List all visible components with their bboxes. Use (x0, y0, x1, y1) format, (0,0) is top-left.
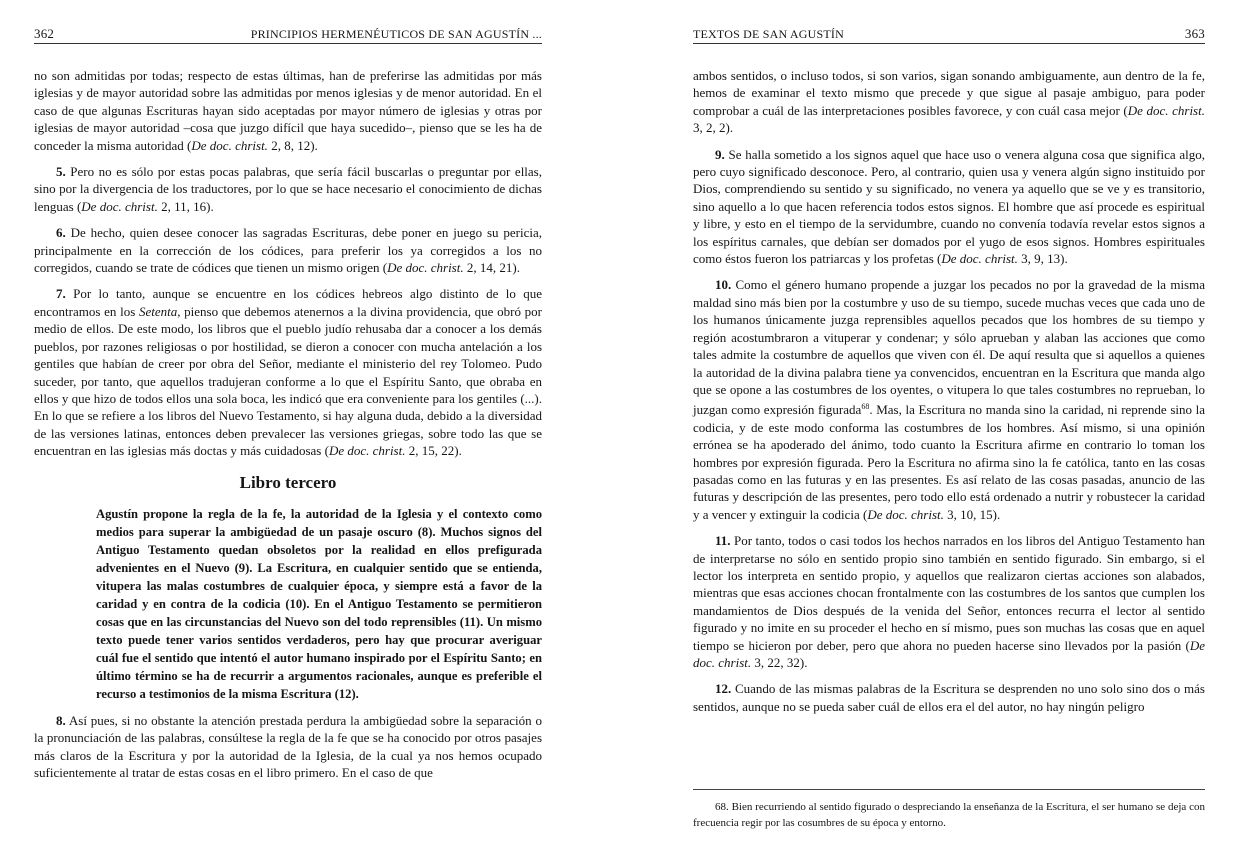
left-running-head: PRINCIPIOS HERMENÉUTICOS DE SAN AGUSTÍN ... (250, 27, 542, 41)
right-page-number: 363 (1184, 26, 1205, 41)
footnote-68: 68. Bien recurriendo al sentido figurado o despreciando la enseñanza de la Escritura, el ser humano se deja con frecuencia regir por las cosumbres de su época y entorno. (693, 801, 1205, 829)
right-running-head: TEXTOS DE SAN AGUSTÍN (693, 27, 844, 41)
paragraph-continuation-left: no son admitidas por todas; respecto de estas últimas, han de preferirse las admitidas por más iglesias y de mayor autoridad sobre las admitidas por menos iglesias y de menor autoridad. En el caso de que algunas Escrituras hayan sido aceptadas por mayor número de iglesias y otras por iglesias de mayor autoridad –cosa que juzgo difícil que haya sucedido–, pienso que se les ha de conceder la misma autoridad (De doc. christ. 2, 8, 12). (34, 68, 542, 153)
footnote (693, 789, 1205, 831)
right-page (618, 0, 1236, 859)
paragraph-11: 11. Por tanto, todos o casi todos los hechos narrados en los libros del Antiguo Testamento han de interpretarse no sólo en sentido propio sino también en sentido figurado. Sin embargo, si el lector los interpreta en sentido propio, y aquellos que realizaron ciertas acciones son alabados, mientras que esas acciones chocan frontalmente con las costumbres de los santos que cumplen los mandamientos de Dios después de la venida del Señor, entonces recurra el lector al sentido figurado y no imite en su proceder el hecho en sí mismo, pues son muchas las cosas que en aquel tiempo se hicieron por deber, pero que ahora no pueden hacerse sino llevados por la pasión (De doc. christ. 3, 22, 32). (693, 533, 1205, 670)
paragraph-12: 12. Cuando de las mismas palabras de la Escritura se desprenden no uno solo sino dos o más sentidos, aunque no se pueda saber cuál de ellos era el del autor, no hay ningún peligro (693, 681, 1205, 714)
section-title: Libro tercero (239, 472, 337, 492)
left-page-number: 362 (34, 26, 55, 41)
paragraph-8: 8. Así pues, si no obstante la atención prestada perdura la ambigüedad sobre la separación o la pronunciación de las palabras, consúltese la regla de la fe que se ha conocido por otros pasajes más claros de la Escritura y por la autoridad de la Iglesia, de la cual ya nos hemos ocupado suficientemente al tratar de estas cosas en el libro primero. En el caso de que (34, 712, 542, 781)
left-page-header (34, 24, 542, 44)
paragraph-5: 5. Pero no es sólo por estas pocas palabras, que sería fácil buscarlas o preguntar por ellas, sino por la divergencia de los traductores, por lo que se hace necesario el conocimiento de dichas lenguas (De doc. christ. 2, 11, 16). (34, 164, 542, 214)
paragraph-10: 10. Como el género humano propende a juzgar los pecados no por la gravedad de la misma maldad sino más bien por la costumbre y uso de su tiempo, sucede muchas veces que cada uno de los humanos únicamente juzga reprensibles aquellos pecados que los hombres de su tiempo y región acostumbraron a vituperar y condenar; y sólo aprueban y alaban las acciones que como tales admite la costumbre de aquellos que viven con él. De aquí resulta que si aquellos a quienes la autoridad de la divina palabra tiene ya convencidos, encuentran en la Escritura que manda algo que se opone a las costumbres de los oyentes, o vitupera lo que tales costumbres no reprueban, lo juzgan como expresión figurada$^{68}$. Mas, la Escritura no manda sino la caridad, ni reprende sino la codicia, y de este modo conforma las costumbres de los hombres. Así mismo, si una opinión errónea se ha apoderado del ánimo, todo cuanto la Escritura afirme en contrario lo toman los hombres por expresión figurada. Pero la Escritura no afirma sino la fe católica, tanto en las cosas pasadas como en las futuras y en las presentes. Es así relato de las cosas pasadas, anuncio de las futuras y descripción de las presentes, pero todo ello está ordenado a nutrir y robustecer la caridad y a vencer y extinguir la codicia (De doc. christ. 3, 10, 15). (693, 277, 1206, 522)
section-summary: Agustín propone la regla de la fe, la autoridad de la Iglesia y el contexto como medios para superar la ambigüedad de un pasaje oscuro (8). Muchos signos del Antiguo Testamento quedan obsoletos por la realidad en ellos prefigurada advenientes en el Nuevo (9). La Escritura, en cualquier sentido que se entienda, vitupera las malas costumbres de cualquier época, y siempre está a favor de la caridad y en contra de la codicia (10). En el Antiguo Testamento se permitieron cosas que en las circunstancias del Nuevo son del todo reprensibles (11). Un mismo texto puede tener varios sentidos verdaderos, pero hay que procurar averiguar cuál fue el sentido que intentó el autor humano inspirado por el Espíritu Santo; en último término se ha de recurrir a argumentos racionales, aunque es preferible el recurso a testimonios de la misma Escritura (12). (96, 506, 542, 701)
left-text-column (34, 67, 542, 791)
footnote-reference[interactable]: 68 (861, 402, 870, 412)
right-page-header (693, 24, 1205, 44)
right-text-column (693, 67, 1205, 724)
paragraph-6: 6. De hecho, quien desee conocer las sagradas Escrituras, debe poner en juego su pericia, principalmente en la corrección de los códices, para preferir los ya corregidos a los no corregidos, cuando se trate de códices que tienen un mismo origen (De doc. christ. 2, 14, 21). (34, 225, 542, 276)
paragraph-9: 9. Se halla sometido a los signos aquel que hace uso o venera alguna cosa que significa algo, pero cuyo significado desconoce. Pero, al contrario, quien usa y venera algún signo instituido por Dios, comprendiendo su sentido y su significado, no venera ya aquello que se ve y es transitorio, sino aquello a lo que hacen referencia todos estos signos. El hombre que así procede es espiritual y libre, y esto en el tiempo de la servidumbre, cuando no convenía todavía revelar estos signos a los espíritus carnales, que debían ser domados por el yugo de esos signos. Hombres espirituales como éstos fueron los patriarcas y los profetas (De doc. christ. 3, 9, 13). (693, 146, 1205, 267)
paragraph-7: 7. Por lo tanto, aunque se encuentre en los códices hebreos algo distinto de lo que encontramos en los Setenta, pienso que debemos atenernos a la divina providencia, que obró por medio de ellos. De este modo, los libros que el pueblo judío rehusaba dar a conocer a los demás pueblos, por razones religiosas o por hostilidad, se dieron a conocer con mucha antelación a los gentiles que habían de creer por obra del Señor, mediante el ministerio del rey Tolomeo. Pudo suceder, por tanto, que aquellos tradujeran conforme a lo que el Espíritu Santo, que obraba en ellos y que hizo de todos ellos una sola boca, les indicó que era conveniente para los gentiles (...). En lo que se refiere a los libros del Nuevo Testamento, si hay alguna duda, debido a la diversidad de las versiones latinas, entonces deben prevalecer las versiones griegas, sobre todo las que se encuentran en las iglesias más doctas y más cuidadosas (De doc. christ. 2, 15, 22). (34, 286, 542, 459)
paragraph-continuation-right: ambos sentidos, o incluso todos, si son varios, sigan sonando ambiguamente, aun dentro de la fe, hemos de examinar el texto mismo que precede y que sigue al pasaje ambiguo, para poder comprobar a cuál de las interpretaciones posibles favorece, y con cuál casa mejor (De doc. christ. 3, 2, 2). (693, 68, 1205, 136)
